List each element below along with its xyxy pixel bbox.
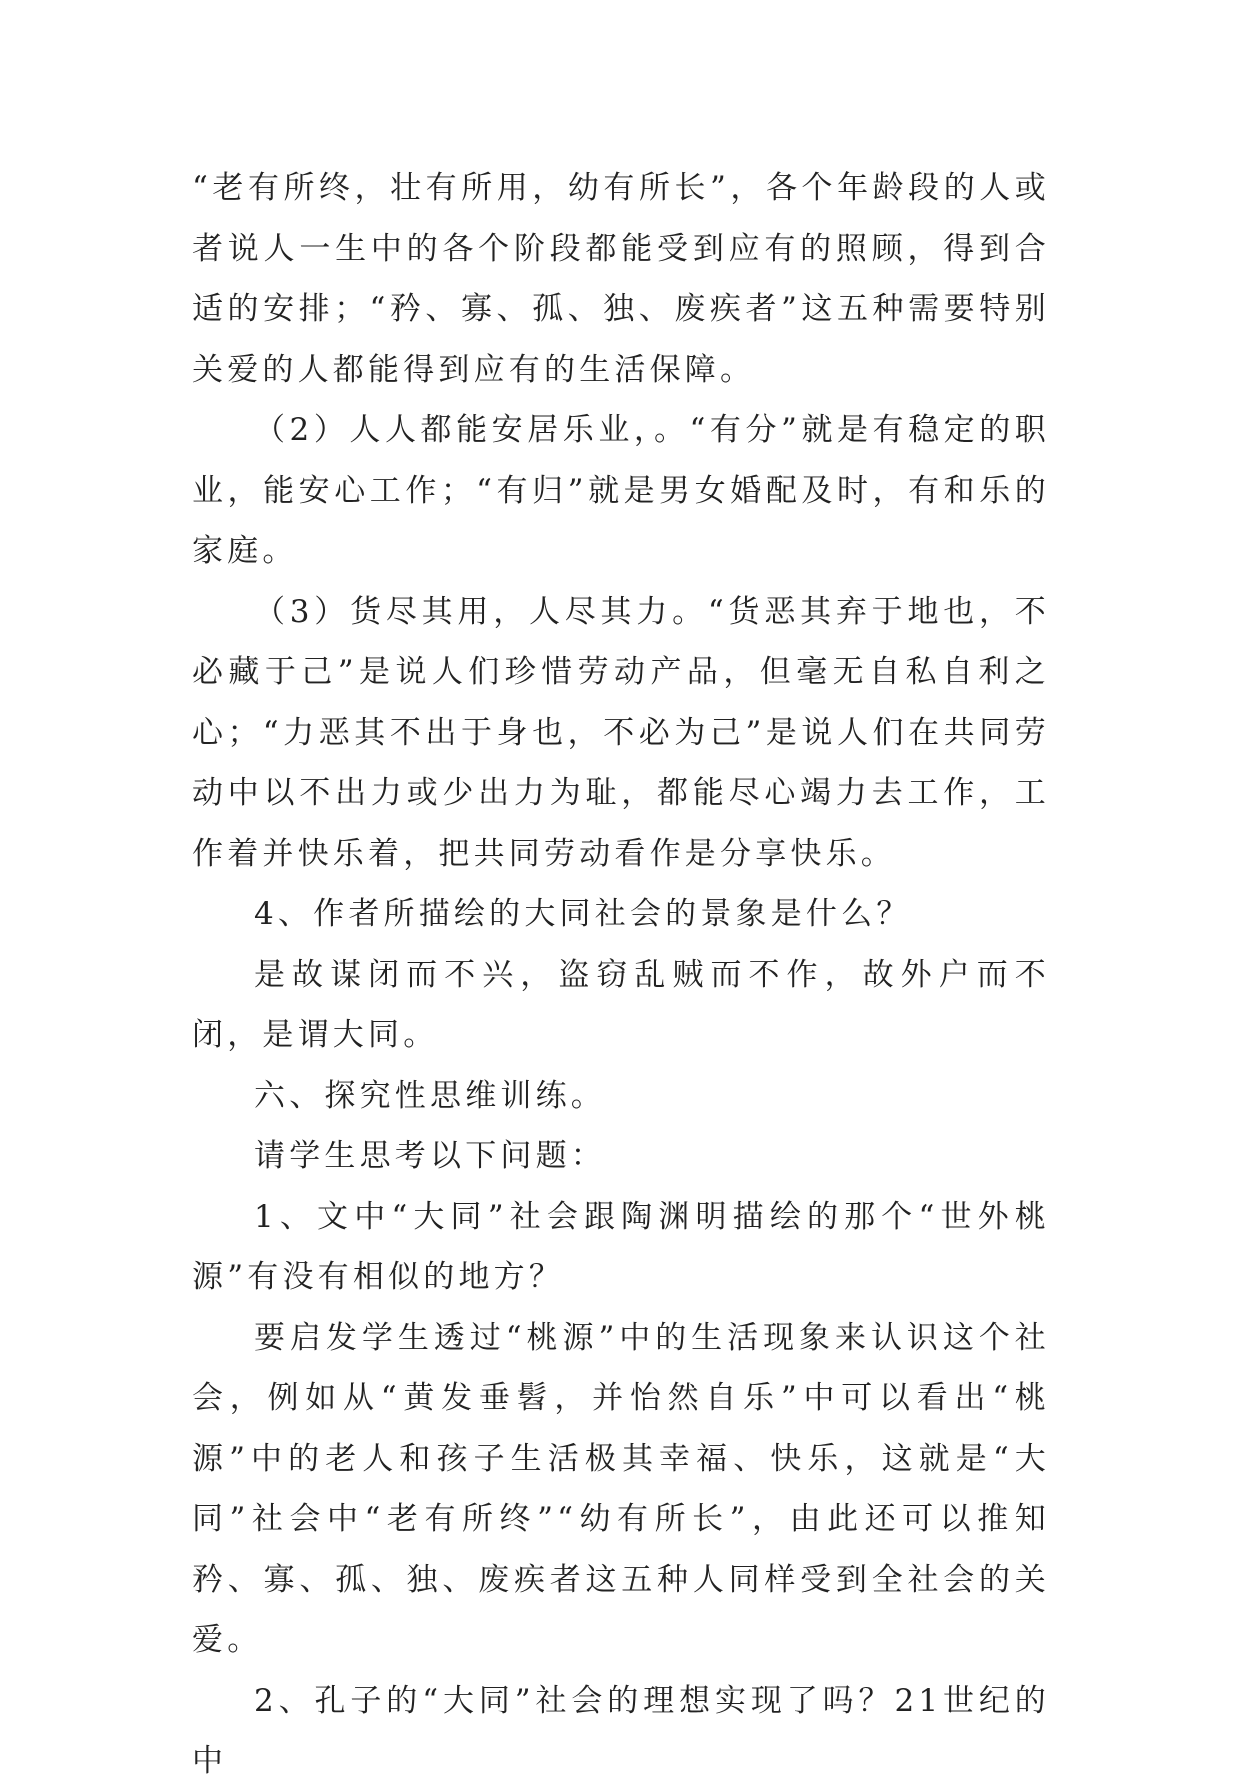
- paragraph: 要启发学生透过“桃源”中的生活现象来认识这个社会，例如从“黄发垂髫，并怡然自乐”中可以看出“桃源”中的老人和孩子生活极其幸福、快乐，这就是“大同”社会中“老有所终”“幼有所长”，由此还可以推知矜、寡、孤、独、废疾者这五种人同样受到全社会的关爱。: [192, 1319, 1050, 1658]
- paragraph: 请学生思考以下问题：: [254, 1138, 606, 1174]
- document-page: [192, 158, 1050, 1792]
- section-heading: 六、探究性思维训练。: [254, 1077, 606, 1114]
- paragraph: 是故谋闭而不兴，盗窃乱贼而不作，故外户而不闭，是谓大同。: [192, 956, 1050, 1053]
- paragraph: “老有所终，壮有所用，幼有所长”，各个年龄段的人或者说人一生中的各个阶段都能受到应有的照顾，得到合适的安排；“矜、寡、孤、独、废疾者”这五种需要特别关爱的人都能得到应有的生活保障。: [192, 170, 1050, 388]
- question-heading: 4、作者所描绘的大同社会的景象是什么？: [254, 896, 912, 932]
- paragraph: （3）货尽其用，人尽其力。“货恶其弃于地也，不必藏于己”是说人们珍惜劳动产品，但毫无自私自利之心；“力恶其不出于身也，不必为己”是说人们在共同劳动中以不出力或少出力为耻，都能尽心竭力去工作，工作着并快乐着，把共同劳动看作是分享快乐。: [192, 593, 1050, 872]
- paragraph: （2）人人都能安居乐业，。“有分”就是有稳定的职业，能安心工作；“有归”就是男女婚配及时，有和乐的家庭。: [192, 412, 1050, 569]
- question-heading: 2、孔子的“大同”社会的理想实现了吗？21世纪的中: [192, 1682, 1050, 1779]
- question-heading: 1、文中“大同”社会跟陶渊明描绘的那个“世外桃源”有没有相似的地方？: [192, 1198, 1050, 1295]
